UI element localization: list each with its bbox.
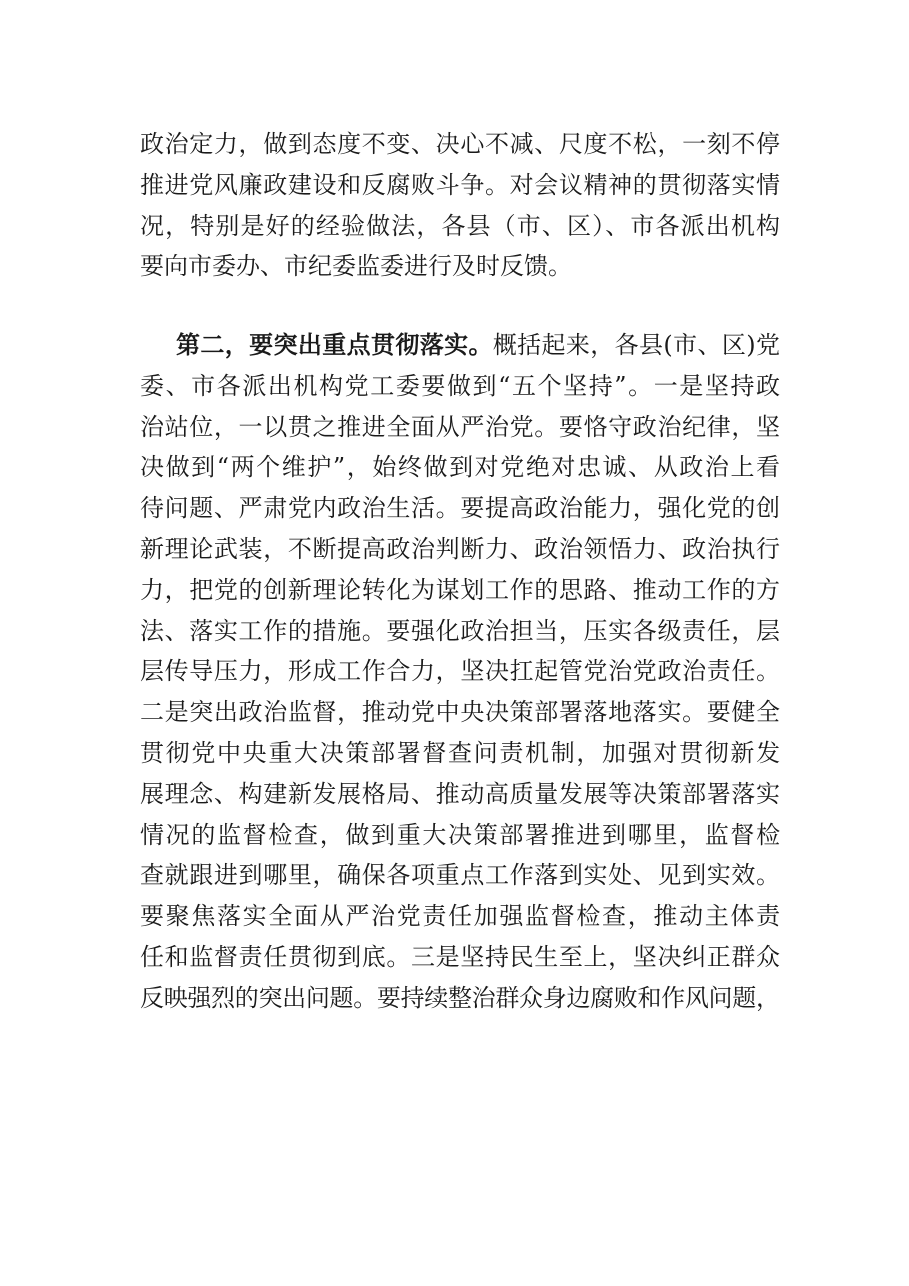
text-line: 层传导压力，形成工作合力，坚决扛起管党治党政治责任。 [140,657,781,686]
text-line: 要向市委办、市纪委监委进行及时反馈。 [140,252,572,281]
text-line: 力，把党的创新理论转化为谋划工作的思路、推动工作的方 [140,575,781,604]
paragraph-2-first-line [140,325,780,366]
text-line: 展理念、构建新发展格局、推动高质量发展等决策部署落实 [140,779,781,808]
first-line-text: 概括起来，各县(市、区)党 [492,331,781,359]
text-line: 政治定力，做到态度不变、决心不减、尺度不松，一刻不停 [140,130,781,158]
text-line: 法、落实工作的措施。要强化政治担当，压实各级责任，层 [140,616,781,645]
text-line: 决做到“两个维护”，始终做到对党绝对忠诚、从政治上看 [140,453,782,482]
text-line: 情况的监督检查，做到重大决策部署推进到哪里，监督检 [140,820,782,849]
text-line [140,1019,780,1060]
text-line: 任和监督责任贯彻到底。三是坚持民生至上，坚决纠正群众 [140,942,781,971]
paragraph-2 [140,325,780,1059]
text-line: 要聚焦落实全面从严治党责任加强监督检查，推动主体责 [140,902,782,931]
text-line: 查就跟进到哪里，确保各项重点工作落到实处、见到实效。 [140,861,781,890]
text-line: 二是突出政治监督，推动党中央决策部署落地落实。要健全 [140,698,781,727]
text-line: 推进党风廉政建设和反腐败斗争。对会议精神的贯彻落实情 [140,170,781,199]
section-lead-heading: 第二，要突出重点贯彻落实。 [176,330,493,359]
text-line: 况，特别是好的经验做法，各县（市、区）、市各派出机构 [140,211,782,240]
text-line: 反映强烈的突出问题。要持续整治群众身边腐败和作风问题， [140,983,780,1012]
text-line: 贯彻党中央重大决策部署督查问责机制，加强对贯彻新发 [140,738,782,767]
text-line: 治站位，一以贯之推进全面从严治党。要恪守政治纪律，坚 [140,412,781,441]
text-line: 委、市各派出机构党工委要做到“五个坚持”。一是坚持政 [140,371,782,400]
paragraph-1 [140,124,780,287]
text-line: 待问题、严肃党内政治生活。要提高政治能力，强化党的创 [140,494,781,523]
text-line: 新理论武装，不断提高政治判断力、政治领悟力、政治执行 [140,534,781,563]
